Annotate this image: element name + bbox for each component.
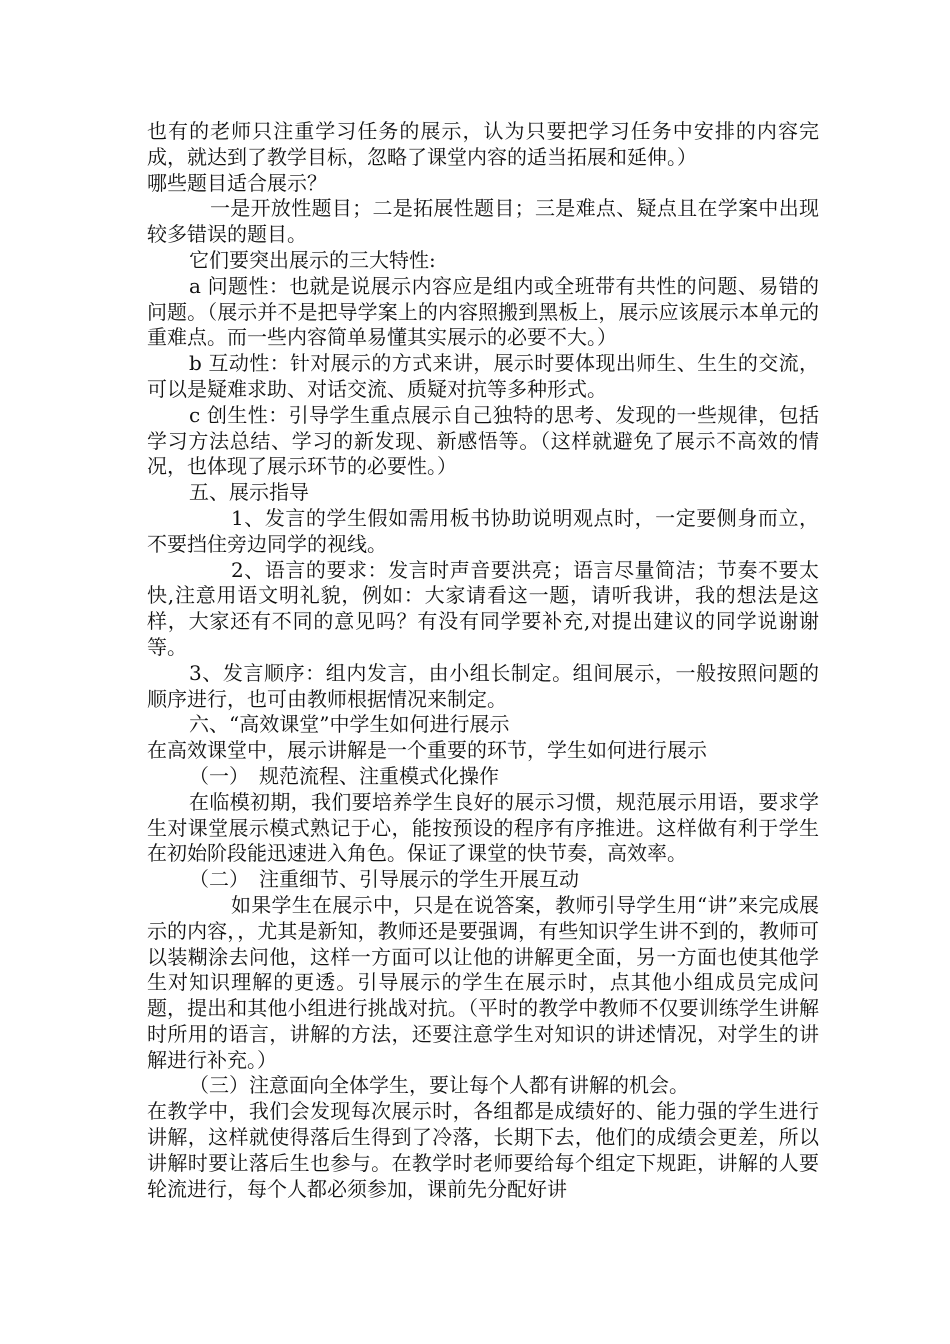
paragraph: 在临模初期，我们要培养学生良好的展示习惯，规范展示用语，要求学生对课堂展示模式熟记于心，能按预设的程序有序推进。这样做有利于学生在初始阶段能迅速进入角色。保证了课堂的快节奏，高效率。 <box>147 789 819 866</box>
paragraph: 如果学生在展示中，只是在说答案，教师引导学生用“讲”来完成展示的内容，，尤其是新知，教师还是要强调，有些知识学生讲不到的，教师可以装糊涂去问他，这样一方面可以让他的讲解更全面，另一方面也使其他学生对知识理解的更透。引导展示的学生在展示时，点其他小组成员完成问题，提出和其他小组进行挑战对抗。（平时的教学中教师不仅要训练学生讲解时所用的语言，讲解的方法，还要注意学生对知识的讲述情况，对学生的讲解进行补充。） <box>147 892 819 1072</box>
section-heading: 五、展示指导 <box>189 480 309 505</box>
document-body <box>147 119 819 1202</box>
paragraph: 哪些题目适合展示？ <box>147 170 327 195</box>
paragraph: 在教学中，我们会发现每次展示时，各组都是成绩好的、能力强的学生进行讲解，这样就使得落后生得到了冷落，长期下去，他们的成绩会更差，所以讲解时要让落后生也参与。在教学时老师要给每个组定下规距，讲解的人要轮流进行，每个人都必须参加，课前先分配好讲 <box>147 1099 819 1201</box>
subsection-heading: （三）注意面向全体学生，要让每个人都有讲解的机会。 <box>189 1073 689 1098</box>
paragraph: 也有的老师只注重学习任务的展示，认为只要把学习任务中安排的内容完成，就达到了教学目标，忽略了课堂内容的适当拓展和延伸。） <box>147 119 819 169</box>
paragraph: 它们要突出展示的三大特性: <box>189 247 436 272</box>
paragraph: b 互动性：针对展示的方式来讲，展示时要体现出师生、生生的交流，可以是疑难求助、对话交流、质疑对抗等多种形式。 <box>147 351 819 401</box>
subsection-heading: （一） 规范流程、注重模式化操作 <box>189 763 499 788</box>
paragraph: 一是开放性题目；二是拓展性题目；三是难点、疑点且在学案中出现较多错误的题目。 <box>147 196 819 247</box>
paragraph: 2、语言的要求：发言时声音要洪亮；语言尽量简洁；节奏不要太快,注意用语文明礼貌，例如：大家请看这一题，请听我讲，我的想法是这样，大家还有不同的意见吗？有没有同学要补充,对提出建议的同学说谢谢等。 <box>147 557 819 659</box>
subsection-heading: （二） 注重细节、引导展示的学生开展互动 <box>189 867 579 892</box>
paragraph: 在高效课堂中，展示讲解是一个重要的环节，学生如何进行展示 <box>147 738 707 763</box>
paragraph: 1、发言的学生假如需用板书协助说明观点时，一定要侧身而立，不要挡住旁边同学的视线。 <box>147 505 819 556</box>
paragraph: c 创生性：引导学生重点展示自己独特的思考、发现的一些规律，包括学习方法总结、学习的新发现、新感悟等。（这样就避免了展示不高效的情况，也体现了展示环节的必要性。） <box>147 402 819 479</box>
section-heading: 六、“高效课堂”中学生如何进行展示 <box>189 712 510 737</box>
paragraph: 3、发言顺序：组内发言，由小组长制定。组间展示，一般按照问题的顺序进行，也可由教师根据情况来制定。 <box>147 660 819 711</box>
paragraph: a 问题性：也就是说展示内容应是组内或全班带有共性的问题、易错的问题。（展示并不是把导学案上的内容照搬到黑板上，展示应该展示本单元的重难点。而一些内容简单易懂其实展示的必要不大。） <box>147 273 819 350</box>
